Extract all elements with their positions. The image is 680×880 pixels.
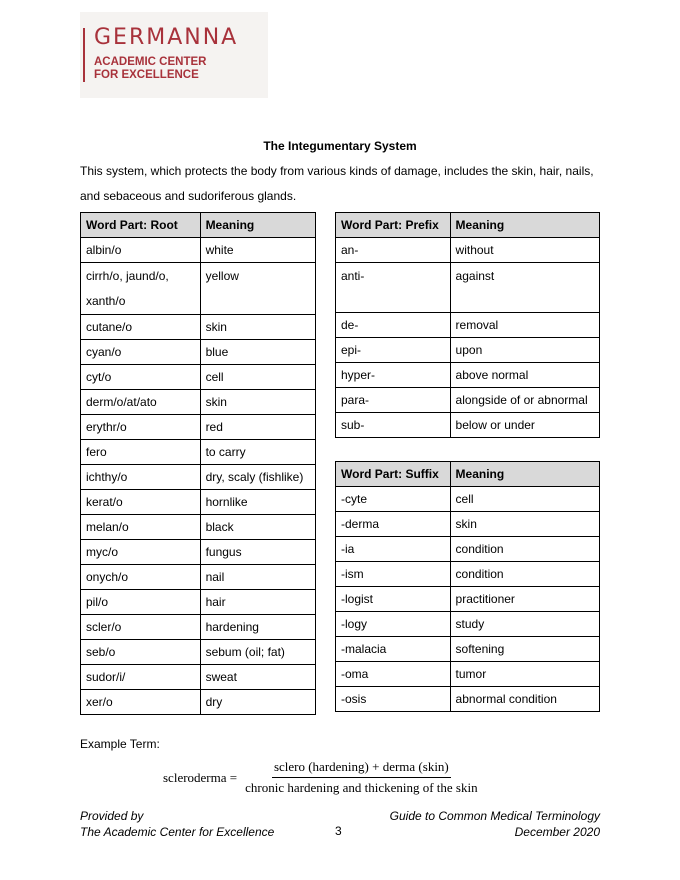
meaning-cell: skin xyxy=(200,390,315,415)
meaning-cell: tumor xyxy=(450,662,599,687)
table-row xyxy=(81,440,316,465)
word-part-cell: -logist xyxy=(336,587,451,612)
meaning-cell: condition xyxy=(450,537,599,562)
table-row xyxy=(336,512,600,537)
meaning-cell: hardening xyxy=(200,615,315,640)
logo-name: GERMANNA xyxy=(94,25,239,50)
word-part-cell: -derma xyxy=(336,512,451,537)
example-label: Example Term: xyxy=(80,737,160,751)
word-part-cell: melan/o xyxy=(81,515,201,540)
table-row xyxy=(336,338,600,363)
table-header-row xyxy=(336,462,600,487)
root-header-word: Word Part: Root xyxy=(81,213,201,238)
meaning-cell: dry, scaly (fishlike) xyxy=(200,465,315,490)
meaning-cell: above normal xyxy=(450,363,599,388)
meaning-cell: skin xyxy=(450,512,599,537)
meaning-cell: hornlike xyxy=(200,490,315,515)
word-part-cell: -malacia xyxy=(336,637,451,662)
table-row xyxy=(81,565,316,590)
table-row xyxy=(81,465,316,490)
table-row xyxy=(336,562,600,587)
table-row xyxy=(336,238,600,263)
meaning-cell: practitioner xyxy=(450,587,599,612)
footer-center-name: The Academic Center for Excellence xyxy=(80,825,275,839)
prefix-table xyxy=(335,212,600,438)
word-part-cell: cyt/o xyxy=(81,365,201,390)
table-row xyxy=(336,313,600,338)
word-part-cell: sudor/i/ xyxy=(81,665,201,690)
meaning-cell: blue xyxy=(200,340,315,365)
suffix-header-word: Word Part: Suffix xyxy=(336,462,451,487)
table-row xyxy=(336,388,600,413)
footer-left xyxy=(80,808,274,840)
word-part-cell: an- xyxy=(336,238,451,263)
table-row xyxy=(81,515,316,540)
meaning-cell: dry xyxy=(200,690,315,715)
word-part-cell: -ia xyxy=(336,537,451,562)
footer-right xyxy=(390,808,600,840)
word-part-cell: epi- xyxy=(336,338,451,363)
table-row xyxy=(81,315,316,340)
meaning-cell: fungus xyxy=(200,540,315,565)
table-header-row xyxy=(336,213,600,238)
formula-term: scleroderma = xyxy=(163,769,238,785)
table-row xyxy=(336,263,600,313)
word-part-cell: ichthy/o xyxy=(81,465,201,490)
word-part-cell: cutane/o xyxy=(81,315,201,340)
table-row xyxy=(81,590,316,615)
footer-provided-by: Provided by xyxy=(80,809,144,823)
word-part-cell: erythr/o xyxy=(81,415,201,440)
table-row xyxy=(81,365,316,390)
root-table xyxy=(80,212,316,715)
table-row xyxy=(336,612,600,637)
word-part-cell: xer/o xyxy=(81,690,201,715)
intro-paragraph: This system, which protects the body from various kinds of damage, includes the skin, hair, nails, and sebaceous and sudoriferous glands. xyxy=(80,164,594,203)
meaning-cell: to carry xyxy=(200,440,315,465)
suffix-table xyxy=(335,461,600,712)
root-header-meaning: Meaning xyxy=(200,213,315,238)
meaning-cell: cell xyxy=(200,365,315,390)
table-row xyxy=(81,415,316,440)
table-row xyxy=(336,587,600,612)
meaning-cell: red xyxy=(200,415,315,440)
meaning-cell: condition xyxy=(450,562,599,587)
footer-date: December 2020 xyxy=(514,825,600,839)
germanna-logo xyxy=(80,12,268,98)
example-formula xyxy=(163,759,480,796)
word-part-cell: -cyte xyxy=(336,487,451,512)
word-part-cell: kerat/o xyxy=(81,490,201,515)
word-part-cell: onych/o xyxy=(81,565,201,590)
meaning-cell: removal xyxy=(450,313,599,338)
meaning-cell: against xyxy=(450,263,599,313)
table-row xyxy=(336,487,600,512)
table-row xyxy=(81,263,316,315)
word-part-cell: hyper- xyxy=(336,363,451,388)
meaning-cell: below or under xyxy=(450,413,599,438)
word-part-cell: sub- xyxy=(336,413,451,438)
meaning-cell: softening xyxy=(450,637,599,662)
word-part-cell: fero xyxy=(81,440,201,465)
word-part-cell: -ism xyxy=(336,562,451,587)
meaning-cell: cell xyxy=(450,487,599,512)
word-part-cell: myc/o xyxy=(81,540,201,565)
table-row xyxy=(81,690,316,715)
table-row xyxy=(81,665,316,690)
table-row xyxy=(81,238,316,263)
word-part-cell: de- xyxy=(336,313,451,338)
word-part-cell: para- xyxy=(336,388,451,413)
formula-numerator: sclero (hardening) + derma (skin) xyxy=(272,759,451,778)
word-part-cell: -oma xyxy=(336,662,451,687)
word-part-cell: cirrh/o, jaund/o, xanth/o xyxy=(81,263,201,315)
table-row xyxy=(81,340,316,365)
word-part-cell: cyan/o xyxy=(81,340,201,365)
meaning-cell: nail xyxy=(200,565,315,590)
table-row xyxy=(81,490,316,515)
word-part-cell: derm/o/at/ato xyxy=(81,390,201,415)
table-row xyxy=(81,540,316,565)
meaning-cell: upon xyxy=(450,338,599,363)
word-part-cell: -osis xyxy=(336,687,451,712)
suffix-header-meaning: Meaning xyxy=(450,462,599,487)
page-number: 3 xyxy=(335,824,342,838)
word-part-cell: albin/o xyxy=(81,238,201,263)
formula-denominator: chronic hardening and thickening of the skin xyxy=(245,780,478,795)
meaning-cell: alongside of or abnormal xyxy=(450,388,599,413)
table-row xyxy=(336,687,600,712)
table-row xyxy=(336,637,600,662)
meaning-cell: study xyxy=(450,612,599,637)
table-row xyxy=(336,363,600,388)
meaning-cell: white xyxy=(200,238,315,263)
meaning-cell: without xyxy=(450,238,599,263)
footer-guide-title: Guide to Common Medical Terminology xyxy=(389,809,600,823)
meaning-cell: skin xyxy=(200,315,315,340)
word-part-cell: scler/o xyxy=(81,615,201,640)
prefix-header-word: Word Part: Prefix xyxy=(336,213,451,238)
meaning-cell: black xyxy=(200,515,315,540)
table-row xyxy=(81,390,316,415)
formula-fraction xyxy=(243,759,480,796)
table-row xyxy=(336,537,600,562)
word-part-cell: seb/o xyxy=(81,640,201,665)
meaning-cell: sebum (oil; fat) xyxy=(200,640,315,665)
logo-bar xyxy=(83,28,85,82)
prefix-header-meaning: Meaning xyxy=(450,213,599,238)
word-part-cell: anti- xyxy=(336,263,451,313)
meaning-cell: sweat xyxy=(200,665,315,690)
table-header-row xyxy=(81,213,316,238)
word-part-cell: pil/o xyxy=(81,590,201,615)
meaning-cell: abnormal condition xyxy=(450,687,599,712)
table-row xyxy=(81,615,316,640)
logo-subtitle: ACADEMIC CENTER FOR EXCELLENCE xyxy=(94,56,207,81)
table-row xyxy=(81,640,316,665)
word-part-cell: -logy xyxy=(336,612,451,637)
meaning-cell: hair xyxy=(200,590,315,615)
table-row xyxy=(336,413,600,438)
meaning-cell: yellow xyxy=(200,263,315,315)
page-title: The Integumentary System xyxy=(263,139,417,153)
table-row xyxy=(336,662,600,687)
